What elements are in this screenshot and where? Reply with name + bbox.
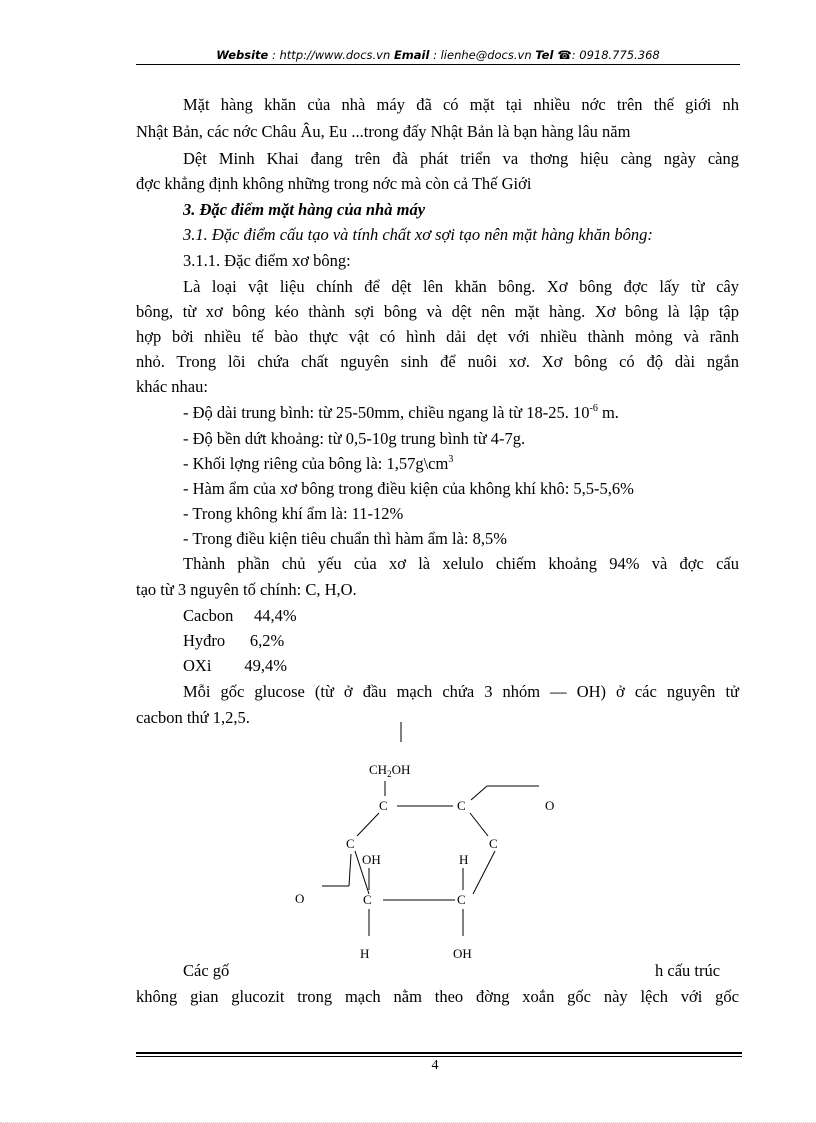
list-item: - Trong điều kiện tiêu chuẩn thì hàm ẩm là: 8,5% xyxy=(183,529,507,548)
paragraph-line: Là loại vật liệu chính để dệt lên khăn bông. Xơ bông đợc lấy từ cây xyxy=(183,277,739,296)
list-item: - Hàm ẩm của xơ bông trong điều kiện của không khí khô: 5,5-5,6% xyxy=(183,479,634,498)
composition-row: Cacbon 44,4% xyxy=(183,606,297,625)
oxygen-label: O xyxy=(545,798,555,813)
paragraph-line: khác nhau: xyxy=(136,377,208,396)
carbon-label: C xyxy=(346,836,355,851)
list-item: - Độ dài trung bình: từ 25-50mm, chiều ngang là từ 18-25. $10^{-6}$ m. xyxy=(183,403,619,422)
section-heading: 3. Đặc điểm mặt hàng của nhà máy xyxy=(183,200,426,219)
paragraph-line: bông, từ xơ bông kéo thành sợi bông và dệt nên mặt hàng. Xơ bông là lập tập xyxy=(136,302,739,321)
paragraph-line: không gian glucozit trong mạch nằm theo đờng xoắn gốc này lệch với gốc xyxy=(136,987,739,1006)
hydroxyl-label: OH xyxy=(453,946,472,961)
carbon-label: C xyxy=(363,892,372,907)
bond-line xyxy=(473,851,495,894)
paragraph-line: đợc khẳng định không những trong nớc mà còn cả Thế Giới xyxy=(136,174,532,193)
oxygen-label: O xyxy=(295,891,305,906)
paragraph-line: Mỗi gốc glucose (từ ở đầu mạch chứa 3 nhóm — OH) ở các nguyên tử xyxy=(183,682,739,701)
tel-label: Tel xyxy=(535,48,558,62)
carbon-label: C xyxy=(457,892,466,907)
hydroxyl-label: OH xyxy=(362,852,381,867)
subsection-heading: 3.1. Đặc điểm cấu tạo và tính chất xơ sợi tạo nên mặt hàng khăn bông: xyxy=(183,225,653,244)
footer-rule xyxy=(136,1052,742,1054)
bond-line xyxy=(357,813,379,836)
paragraph-fragment: Các gố xyxy=(183,961,230,980)
paragraph-fragment: h cấu trúc xyxy=(655,961,721,980)
email-label: Email xyxy=(393,48,430,62)
list-item: - Trong không khí ẩm là: 11-12% xyxy=(183,504,404,523)
page-number: 4 xyxy=(431,1058,439,1073)
list-item: - Độ bền dứt khoảng: từ 0,5-10g trung bình từ 4-7g. xyxy=(183,429,526,448)
tel-value: : 0918.775.368 xyxy=(571,48,660,62)
list-item: - Khối lợng riêng của bông là: $1,57g\backslash cm^3$ xyxy=(183,454,454,473)
hydrogen-label: H xyxy=(459,852,469,867)
bond-line xyxy=(349,854,351,886)
carbon-label: C xyxy=(379,798,388,813)
page-header xyxy=(136,48,740,62)
phone-icon: ☎ xyxy=(557,48,572,62)
paragraph-line: Dệt Minh Khai đang trên đà phát triển va thơng hiệu càng ngày càng xyxy=(183,149,739,168)
paragraph-line: tạo từ 3 nguyên tố chính: C, H,O. xyxy=(136,580,357,599)
paragraph-line: Nhật Bản, các nớc Châu Âu, Eu ...trong đấy Nhật Bản là bạn hàng lâu năm xyxy=(136,122,631,141)
website-value: : http://www.docs.vn xyxy=(268,48,394,62)
subsubsection-heading: 3.1.1. Đặc điểm xơ bông: xyxy=(183,251,351,270)
paragraph-line: nhỏ. Trong lõi chứa chất nguyên sinh để nuôi xơ. Xơ bông có độ dài ngắn xyxy=(136,352,739,371)
hydrogen-label: H xyxy=(360,946,370,961)
website-label: Website xyxy=(216,48,269,62)
email-value: : lienhe@docs.vn xyxy=(429,48,536,62)
paragraph-line: Mặt hàng khăn của nhà máy đã có mặt tại nhiều nớc trên thế giới nh xyxy=(183,95,739,114)
header-rule xyxy=(136,64,740,65)
footer-rule xyxy=(136,1056,742,1057)
carbon-label: C xyxy=(457,798,466,813)
carbon-label: C xyxy=(489,836,498,851)
ch2oh-label: $CH_2OH$ xyxy=(369,762,411,779)
bond-line xyxy=(470,813,488,836)
composition-row: Hyđro 6,2% xyxy=(183,631,285,650)
bond-line xyxy=(471,786,487,800)
paragraph-line: Thành phần chủ yếu của xơ là xelulo chiếm khoảng 94% và đợc cấu xyxy=(183,554,739,573)
glucose-structure-diagram xyxy=(285,718,575,968)
paragraph-line: hợp bởi nhiều tế bào thực vật có hình dải dẹt với nhiều thành mỏng và rãnh xyxy=(136,327,739,346)
paragraph-line: cacbon thứ 1,2,5. xyxy=(136,708,250,727)
composition-row: OXi 49,4% xyxy=(183,656,288,675)
